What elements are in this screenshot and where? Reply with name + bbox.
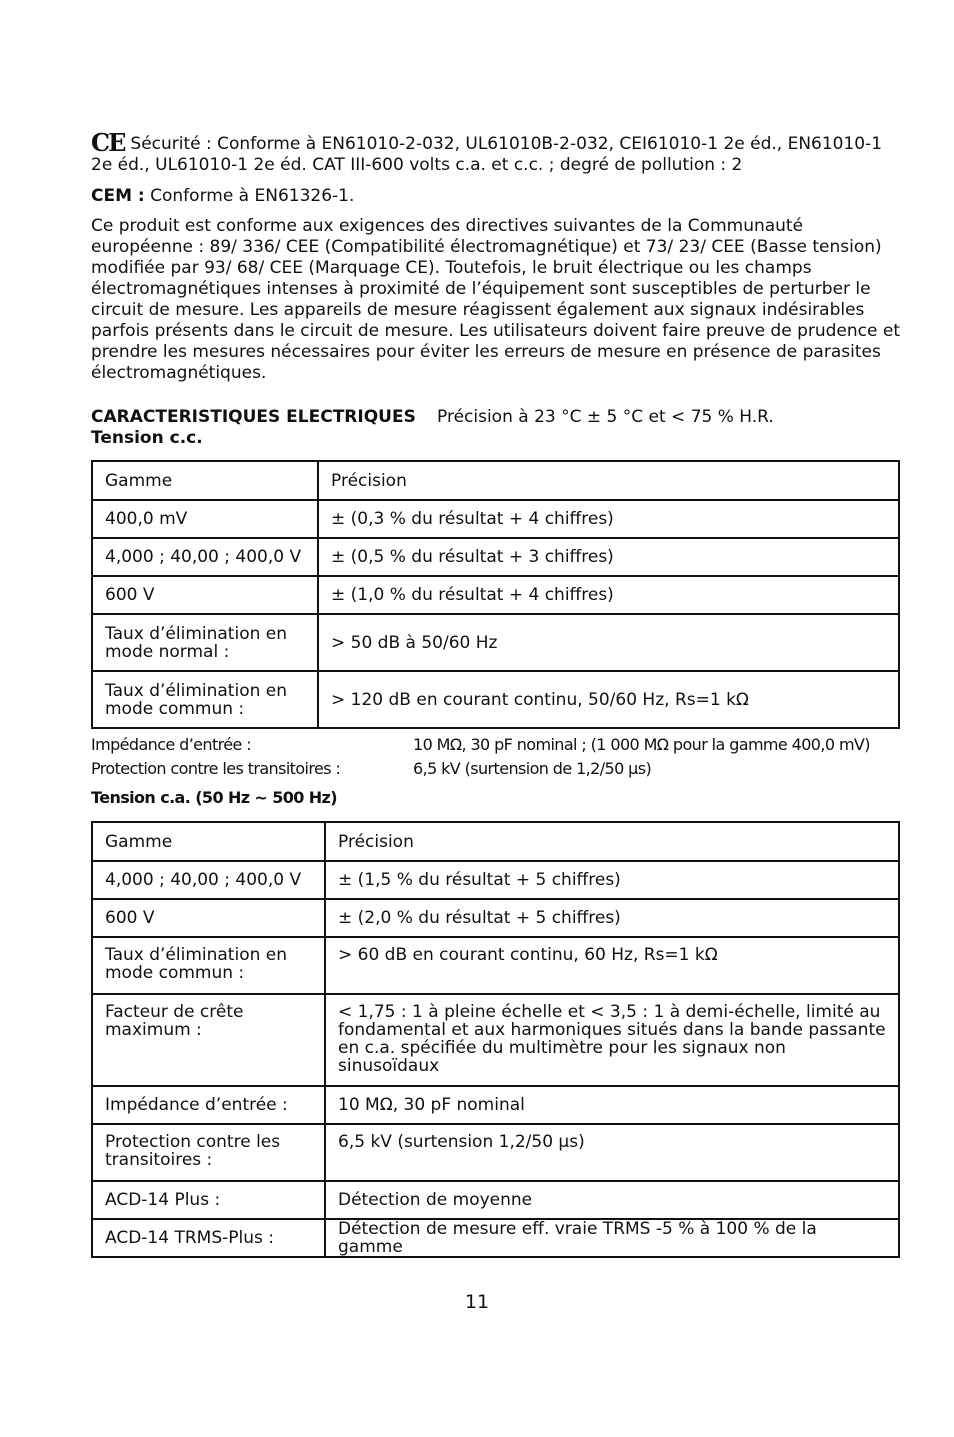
table-cell: ± (0,5 % du résultat + 3 chiffres): [318, 538, 899, 576]
transient-protection-label: Protection contre les transitoires :: [91, 759, 341, 778]
table-cell: ± (1,5 % du résultat + 5 chiffres): [325, 861, 899, 899]
table-row: [92, 899, 899, 937]
ac-voltage-heading: Tension c.a. (50 Hz ~ 500 Hz): [91, 788, 337, 807]
table-cell: 400,0 mV: [92, 500, 318, 538]
table-cell: > 50 dB à 50/60 Hz: [318, 614, 899, 671]
table-cell: < 1,75 : 1 à pleine échelle et < 3,5 : 1 à demi-échelle, limité au fondamental et aux harmoniques situés dans la bande passante en c.a. spécifiée du multimètre pour les signaux non sinusoïdaux: [325, 994, 899, 1086]
table-cell: Taux d’élimination en mode commun :: [92, 937, 325, 994]
table-row: [92, 1219, 899, 1257]
table-cell: > 60 dB en courant continu, 60 Hz, Rs=1 kΩ: [325, 937, 899, 994]
table-row: [92, 1181, 899, 1219]
header-cell: Précision: [318, 461, 899, 500]
input-impedance-label: Impédance d’entrée :: [91, 735, 252, 754]
dc-voltage-table: [91, 460, 900, 729]
table-row: [92, 576, 899, 614]
cem-text: Conforme à EN61326-1.: [144, 186, 355, 206]
safety-paragraph: [91, 128, 901, 176]
electrical-heading: CARACTERISTIQUES ELECTRIQUES: [91, 407, 416, 427]
table-cell: 10 MΩ, 30 pF nominal: [325, 1086, 899, 1124]
ce-mark-logo: CE: [91, 128, 125, 157]
ac-voltage-table: [91, 821, 900, 1258]
page-number: 11: [464, 1291, 490, 1313]
table-cell: 6,5 kV (surtension 1,2/50 µs): [325, 1124, 899, 1181]
cem-label: CEM :: [91, 186, 145, 206]
table-cell: Facteur de crête maximum :: [92, 994, 325, 1086]
table-row: [92, 1124, 899, 1181]
table-row: [92, 500, 899, 538]
table-header-row: [92, 822, 899, 861]
table-cell: ± (0,3 % du résultat + 4 chiffres): [318, 500, 899, 538]
table-cell: Protection contre les transitoires :: [92, 1124, 325, 1181]
table-row: [92, 994, 899, 1086]
table-header-row: [92, 461, 899, 500]
table-cell: ± (1,0 % du résultat + 4 chiffres): [318, 576, 899, 614]
table-cell: ± (2,0 % du résultat + 5 chiffres): [325, 899, 899, 937]
table-cell: Détection de moyenne: [325, 1181, 899, 1219]
table-cell: Taux d’élimination en mode commun :: [92, 671, 318, 728]
table-cell: 4,000 ; 40,00 ; 400,0 V: [92, 538, 318, 576]
accuracy-note: Précision à 23 °C ± 5 °C et < 75 % H.R.: [437, 407, 774, 427]
table-cell: 600 V: [92, 899, 325, 937]
cem-paragraph: [91, 186, 354, 207]
table-cell: Taux d’élimination en mode normal :: [92, 614, 318, 671]
table-row: [92, 937, 899, 994]
table-cell: Impédance d’entrée :: [92, 1086, 325, 1124]
table-row: [92, 671, 899, 728]
safety-text: Sécurité : Conforme à EN61010-2-032, UL61010B-2-032, CEI61010-1 2e éd., EN61010-1 2e éd., UL61010-1 2e éd. CAT III-600 volts c.a. et c.c. ; degré de pollution : 2: [91, 134, 883, 175]
table-row: [92, 861, 899, 899]
table-row: [92, 1086, 899, 1124]
table-cell: ACD-14 Plus :: [92, 1181, 325, 1219]
header-cell: Gamme: [92, 822, 325, 861]
table-cell: > 120 dB en courant continu, 50/60 Hz, Rs=1 kΩ: [318, 671, 899, 728]
table-cell: Détection de mesure eff. vraie TRMS -5 % à 100 % de la gamme: [325, 1219, 899, 1257]
transient-protection-value: 6,5 kV (surtension de 1,2/50 µs): [413, 759, 652, 778]
directive-paragraph: Ce produit est conforme aux exigences des directives suivantes de la Communauté européenne : 89/ 336/ CEE (Compatibilité électromagnétique) et 73/ 23/ CEE (Basse tension) modifiée par 93/ 68/ CEE (Marquage CE). Toutefois, le bruit électrique ou les champs électromagnétiques intenses à proximité de l’équipement sont susceptibles de perturber le circuit de mesure. Les appareils de mesure réagissent également aux signaux indésirables parfois présents dans le circuit de mesure. Les utilisateurs doivent faire preuve de prudence et prendre les mesures nécessaires pour éviter les erreurs de mesure en présence de parasites électromagnétiques.: [91, 216, 901, 383]
dc-voltage-heading: Tension c.c.: [91, 428, 203, 448]
table-cell: 600 V: [92, 576, 318, 614]
header-cell: Gamme: [92, 461, 318, 500]
input-impedance-value: 10 MΩ, 30 pF nominal ; (1 000 MΩ pour la gamme 400,0 mV): [413, 735, 870, 754]
header-cell: Précision: [325, 822, 899, 861]
table-row: [92, 614, 899, 671]
table-row: [92, 538, 899, 576]
table-cell: ACD-14 TRMS-Plus :: [92, 1219, 325, 1257]
table-cell: 4,000 ; 40,00 ; 400,0 V: [92, 861, 325, 899]
